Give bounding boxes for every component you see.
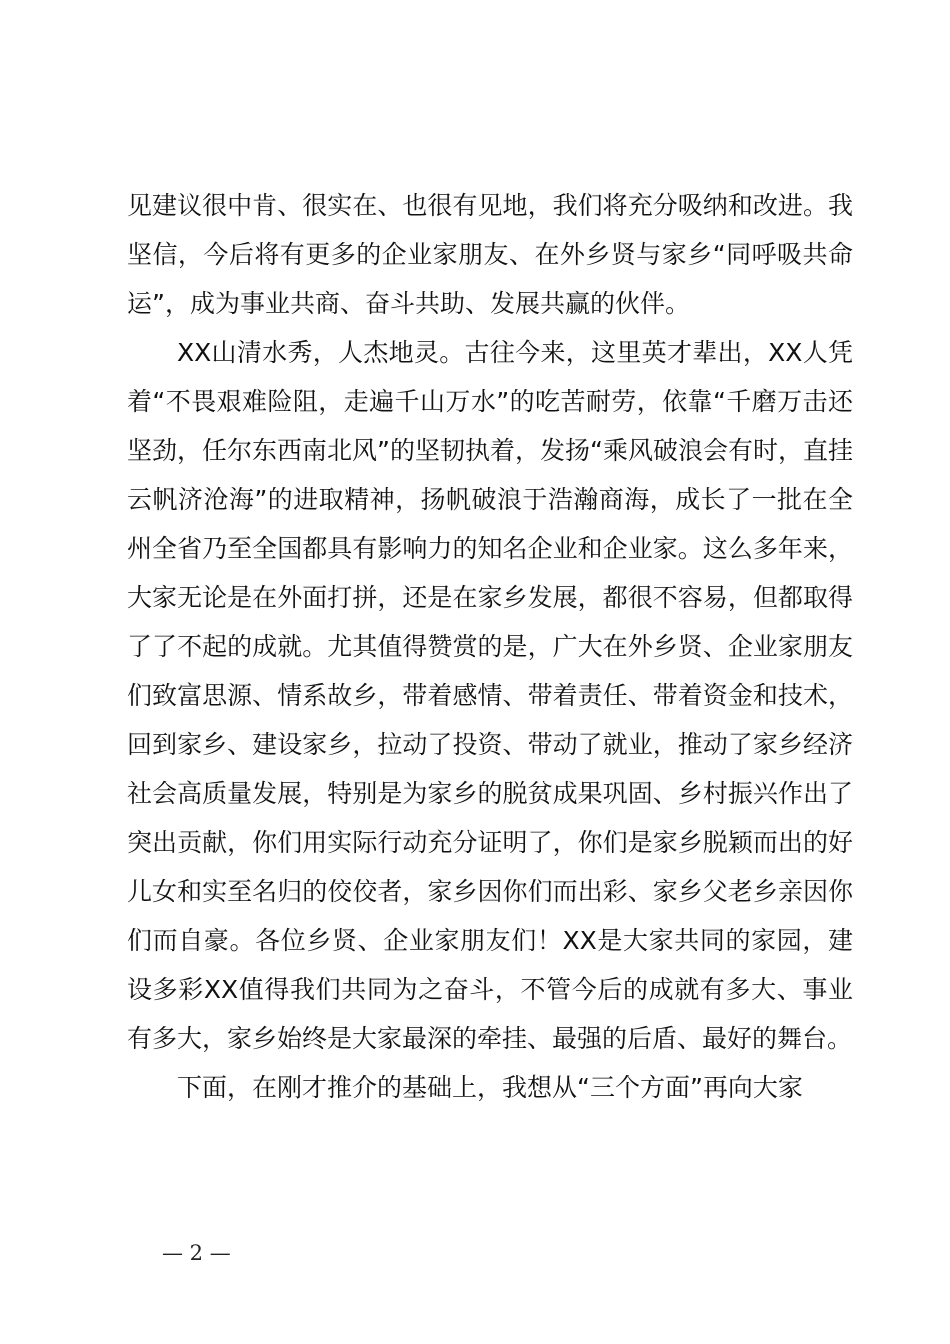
page-number: — 2 — [162,1241,231,1265]
paragraph-3: 下面，在刚才推介的基础上，我想从“三个方面”再向大家 [177,1073,803,1102]
document-body [127,181,853,1112]
paragraph-2: XX山清水秀，人杰地灵。古往今来，这里英才辈出，XX人凭着“不畏艰难险阻，走遍千山万水”的吃苦耐劳，依靠“千磨万击还坚劲，任尔东西南北风”的坚韧执着，发扬“乘风破浪会有时，直挂云帆济沧海”的进取精神，扬帆破浪于浩瀚商海，成长了一批在全州全省乃至全国都具有影响力的知名企业和企业家。这么多年来，大家无论是在外面打拼，还是在家乡发展，都很不容易，但都取得了了不起的成就。尤其值得赞赏的是，广大在外乡贤、企业家朋友们致富思源、情系故乡，带着感情、带着责任、带着资金和技术，回到家乡、建设家乡，拉动了投资、带动了就业，推动了家乡经济社会高质量发展，特别是为家乡的脱贫成果巩固、乡村振兴作出了突出贡献，你们用实际行动充分证明了，你们是家乡脱颖而出的好儿女和实至名归的佼佼者，家乡因你们而出彩、家乡父老乡亲因你们而自豪。各位乡贤、企业家朋友们！XX是大家共同的家园，建设多彩XX值得我们共同为之奋斗，不管今后的成就有多大、事业有多大，家乡始终是大家最深的牵挂、最强的后盾、最好的舞台。 [127,338,853,1053]
paragraph-1: 见建议很中肯、很实在、也很有见地，我们将充分吸纳和改进。我坚信，今后将有更多的企业家朋友、在外乡贤与家乡“同呼吸共命运”，成为事业共商、奋斗共助、发展共赢的伙伴。 [127,191,853,318]
